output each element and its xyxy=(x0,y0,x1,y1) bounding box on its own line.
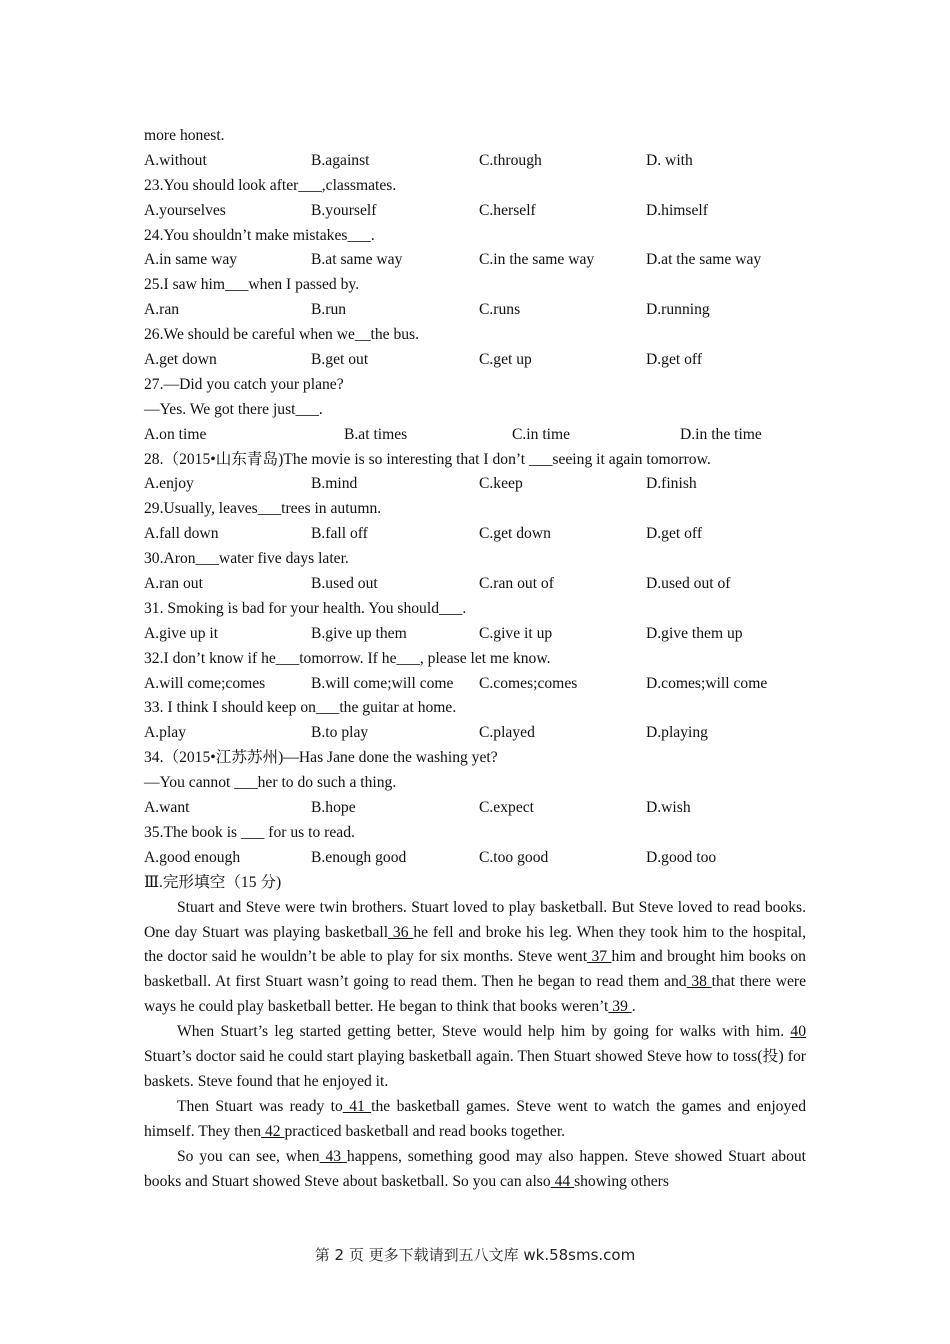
passage-text: him and brought him books on basketball. At first Stuart wasn’t going to read them. Then he began to read them and xyxy=(144,948,806,991)
question-text: 28.（2015•山东青岛)The movie is so interesting that I don’t ___seeing it again tomorrow. xyxy=(144,450,711,468)
option: D.comes;will come xyxy=(646,674,768,692)
option: B.will come;will come xyxy=(311,674,454,692)
passage-text: practiced basketball and read books together. xyxy=(284,1122,566,1140)
options-row xyxy=(144,572,806,597)
options-row xyxy=(144,298,806,323)
option: A.on time xyxy=(144,425,207,443)
option: C.comes;comes xyxy=(479,674,578,692)
blank-41: 41 xyxy=(342,1097,372,1115)
option: B.to play xyxy=(311,724,369,742)
option: A.good enough xyxy=(144,848,241,866)
option: C.give it up xyxy=(479,624,553,642)
question-text: 27.—Did you catch your plane? xyxy=(144,375,344,393)
passage-paragraph xyxy=(144,1020,806,1095)
option: D.finish xyxy=(646,475,697,493)
option: C.in the same way xyxy=(479,251,595,269)
option: D.running xyxy=(646,301,710,319)
question-text: 30.Aron___water five days later. xyxy=(144,550,349,568)
blank-38: 38 xyxy=(686,973,712,991)
option: D.get off xyxy=(646,351,703,369)
blank-44: 44 xyxy=(550,1172,575,1190)
option: A.in same way xyxy=(144,251,238,269)
options-row xyxy=(144,846,806,871)
blank-42: 42 xyxy=(261,1122,285,1140)
question-text: 25.I saw him___when I passed by. xyxy=(144,276,360,294)
option: D.at the same way xyxy=(646,251,762,269)
passage-text: Stuart and Steve were twin brothers. Stuart loved to play basketball. But Steve loved to read books. One day Stuart was playing basketball xyxy=(144,898,806,941)
option: B.give up them xyxy=(311,624,407,642)
option: B.get out xyxy=(311,351,369,369)
options-row xyxy=(144,423,806,448)
option: C.runs xyxy=(479,301,521,319)
question-text: 35.The book is ___ for us to read. xyxy=(144,823,355,841)
passage-text: showing others xyxy=(574,1172,669,1190)
passage-text: the basketball games. Steve went to watch the games and enjoyed himself. They then xyxy=(144,1097,806,1140)
option: D.himself xyxy=(646,201,708,219)
option: A.without xyxy=(144,151,207,169)
option: C.played xyxy=(479,724,535,742)
options-row xyxy=(144,622,806,647)
passage-text: . xyxy=(631,998,636,1016)
option: D.good too xyxy=(646,848,717,866)
option: D.playing xyxy=(646,724,708,742)
option: C.through xyxy=(479,151,542,169)
option: A.fall down xyxy=(144,525,219,543)
blank-43: 43 xyxy=(319,1147,347,1165)
passage-text: that there were ways he could play basketball better. He began to think that books weren’t xyxy=(144,973,806,1016)
document-body xyxy=(144,124,806,1194)
option: A.will come;comes xyxy=(144,674,266,692)
option: B.enough good xyxy=(311,848,407,866)
options-row xyxy=(144,348,806,373)
question-text: 24.You shouldn’t make mistakes___. xyxy=(144,226,375,244)
question-text: 29.Usually, leaves___trees in autumn. xyxy=(144,500,382,518)
option: B.against xyxy=(311,151,370,169)
option: A.play xyxy=(144,724,187,742)
question-text: 33. I think I should keep on___the guitar at home. xyxy=(144,699,457,717)
option: A.give up it xyxy=(144,624,219,642)
option: B.fall off xyxy=(311,525,368,543)
option: C.herself xyxy=(479,201,536,219)
option: D.used out of xyxy=(646,575,731,593)
question-text: 31. Smoking is bad for your health. You should___. xyxy=(144,599,467,617)
question-text: 23.You should look after___,classmates. xyxy=(144,176,397,194)
option: C.in time xyxy=(512,425,571,443)
passage-text: Stuart’s doctor said he could start playing basketball again. Then Stuart showed Steve how to toss(投) for baskets. Steve found that he enjoyed it. xyxy=(144,1048,806,1090)
passage-paragraph xyxy=(144,1095,806,1145)
option: D.give them up xyxy=(646,624,743,642)
options-row xyxy=(144,149,806,174)
page-footer: 第 2 页 更多下载请到五八文库 wk.58sms.com xyxy=(314,1246,636,1264)
option: A.enjoy xyxy=(144,475,194,493)
blank-37: 37 xyxy=(587,948,612,966)
question-text: —You cannot ___her to do such a thing. xyxy=(144,774,397,792)
option: C.expect xyxy=(479,799,534,817)
passage-paragraph xyxy=(144,1145,806,1195)
question-text: 26.We should be careful when we__the bus. xyxy=(144,326,420,344)
section-heading: Ⅲ.完形填空（15 分) xyxy=(144,873,282,891)
options-row xyxy=(144,522,806,547)
option: D.wish xyxy=(646,799,691,817)
option: D. with xyxy=(646,151,693,169)
option: C.too good xyxy=(479,848,549,866)
options-row xyxy=(144,472,806,497)
passage-text: Then Stuart was ready to xyxy=(177,1097,343,1115)
option: A.want xyxy=(144,799,190,817)
passage-paragraph xyxy=(144,896,806,1021)
option: D.in the time xyxy=(680,425,762,443)
question-text: 34.（2015•江苏苏州)—Has Jane done the washing yet? xyxy=(144,749,498,767)
option: A.get down xyxy=(144,351,217,369)
option: B.yourself xyxy=(311,201,377,219)
passage-text: So you can see, when xyxy=(177,1147,320,1165)
question-text: 32.I don’t know if he___tomorrow. If he___, please let me know. xyxy=(144,649,551,667)
option: C.ran out of xyxy=(479,575,554,593)
option: D.get off xyxy=(646,525,703,543)
option: A.yourselves xyxy=(144,201,226,219)
question-text: more honest. xyxy=(144,127,225,144)
options-row xyxy=(144,721,806,746)
option: C.keep xyxy=(479,475,523,493)
option: C.get up xyxy=(479,351,532,369)
options-row xyxy=(144,248,806,273)
option: B.used out xyxy=(311,575,378,593)
blank-39: 39 xyxy=(608,998,632,1016)
question-text: —Yes. We got there just___. xyxy=(144,400,323,418)
passage-text: happens, something good may also happen. Steve showed Stuart about books and Stuart showed Steve about basketball. So you can also xyxy=(144,1147,806,1190)
blank-36: 36 xyxy=(388,923,414,941)
option: A.ran xyxy=(144,301,180,319)
option: B.at times xyxy=(344,425,408,443)
option: B.run xyxy=(311,301,347,319)
option: B.mind xyxy=(311,475,358,493)
options-row xyxy=(144,672,806,697)
passage-text: he fell and broke his leg. When they took him to the hospital, the doctor said he wouldn’t be able to play for six months. Steve went xyxy=(144,923,807,966)
option: B.hope xyxy=(311,799,356,817)
option: A.ran out xyxy=(144,575,203,593)
option: B.at same way xyxy=(311,251,403,269)
blank-40: 40 xyxy=(790,1023,806,1041)
options-row xyxy=(144,796,806,821)
option: C.get down xyxy=(479,525,551,543)
options-row xyxy=(144,199,806,224)
passage-text: When Stuart’s leg started getting better, Steve would help him by going for walks with him. xyxy=(177,1023,785,1041)
